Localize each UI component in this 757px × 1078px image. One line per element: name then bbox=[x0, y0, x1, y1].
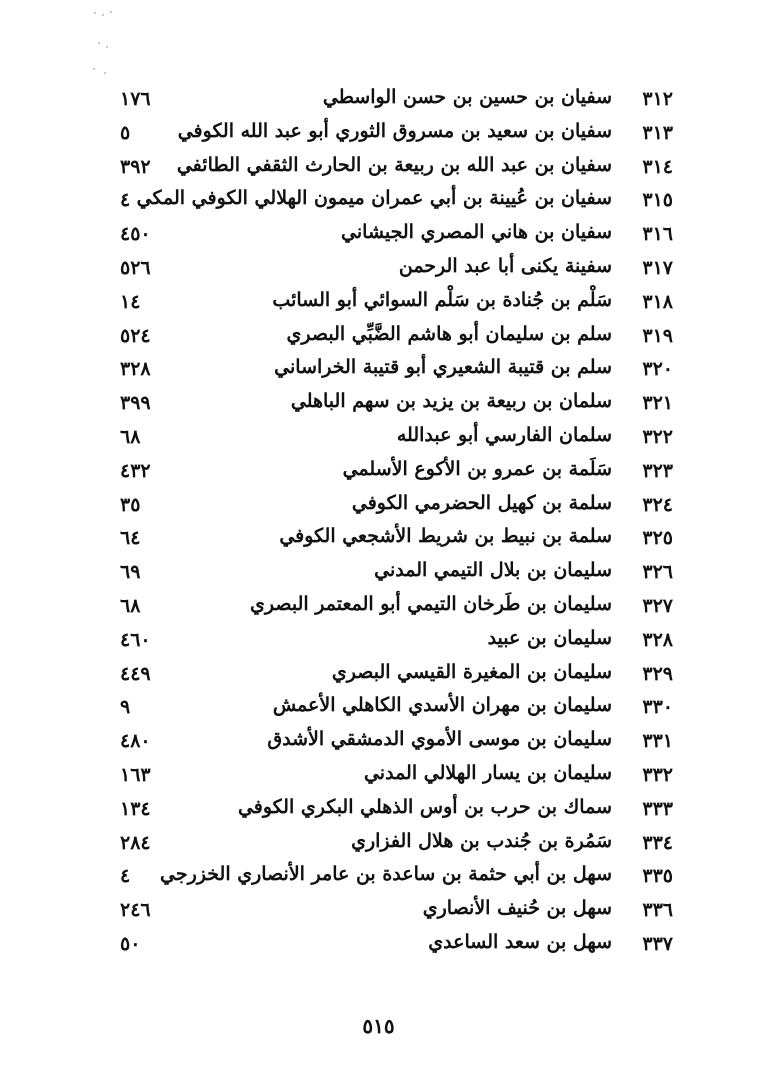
entry-name: سَلَمة بن عمرو بن الأكوع الأسلمي bbox=[342, 457, 612, 480]
entry-page-ref: ١٤ bbox=[120, 290, 141, 313]
entry-page-ref: ٣٢٨ bbox=[120, 358, 151, 381]
entry-page-ref: ٤٥٠ bbox=[120, 223, 151, 246]
entry-page-ref: ٣٩٢ bbox=[120, 155, 151, 178]
entry-number: ٣٢٦ bbox=[642, 561, 673, 584]
entry-name: سفيان بن سعيد بن مسروق الثوري أبو عبد الله الكوفي bbox=[177, 119, 612, 142]
entry-page-ref: ٣٩٩ bbox=[120, 392, 151, 415]
entry-number: ٣١٩ bbox=[642, 324, 673, 347]
entry-number: ٣٢٥ bbox=[642, 527, 673, 550]
entry-page-ref: ٦٨ bbox=[120, 594, 141, 617]
entry-number: ٣٢٤ bbox=[642, 493, 673, 516]
index-entry bbox=[0, 794, 757, 828]
entry-name: سهل بن حُنيف الأنصاري bbox=[422, 897, 612, 920]
entry-name: سلم بن سليمان أبو هاشم الضَّبِّي البصري bbox=[286, 322, 612, 345]
entry-number: ٣٣٦ bbox=[642, 899, 673, 922]
entry-number: ٣١٥ bbox=[642, 189, 673, 212]
index-entry bbox=[0, 591, 757, 625]
entry-page-ref: ١٣٤ bbox=[120, 797, 151, 820]
entry-number: ٣٣٧ bbox=[642, 932, 673, 955]
entry-name: سليمان بن مهران الأسدي الكاهلي الأعمش bbox=[272, 694, 612, 717]
page-number: ٥١٥ bbox=[362, 1014, 395, 1038]
scan-artifact bbox=[90, 10, 120, 80]
entry-page-ref: ٦٨ bbox=[120, 425, 141, 448]
entry-number: ٣٢٠ bbox=[642, 358, 673, 381]
entry-name: سليمان بن بلال التيمي المدني bbox=[374, 559, 612, 582]
entry-number: ٣٣١ bbox=[642, 730, 673, 753]
index-entry bbox=[0, 354, 757, 388]
entry-name: سلمة بن نبيط بن شريط الأشجعي الكوفي bbox=[279, 525, 612, 548]
entry-number: ٣١٦ bbox=[642, 223, 673, 246]
entry-page-ref: ٣٥ bbox=[120, 493, 141, 516]
entry-number: ٣١٣ bbox=[642, 121, 673, 144]
entry-number: ٣٢٣ bbox=[642, 459, 673, 482]
index-entry bbox=[0, 388, 757, 422]
index-entry bbox=[0, 287, 757, 321]
entry-page-ref: ٥ bbox=[120, 121, 131, 144]
entry-page-ref: ٥٢٦ bbox=[120, 256, 151, 279]
entry-name: سماك بن حرب بن أوس الذهلي البكري الكوفي bbox=[237, 795, 612, 818]
index-entry bbox=[0, 523, 757, 557]
entry-number: ٣٢٩ bbox=[642, 662, 673, 685]
entry-name: سفيان بن حسين بن حسن الواسطي bbox=[322, 86, 612, 108]
entry-name: سَلْم بن جُنادة بن سَلْم السوائي أبو السائب bbox=[272, 288, 612, 311]
index-entry bbox=[0, 84, 757, 118]
entry-name: سفينة يكنى أبا عبد الرحمن bbox=[398, 254, 612, 277]
index-entry bbox=[0, 625, 757, 659]
entry-name: سفيان بن هاني المصري الجيشاني bbox=[341, 221, 612, 244]
entry-name: سلم بن قتيبة الشعيري أبو قتيبة الخراساني bbox=[274, 356, 612, 379]
index-entry bbox=[0, 321, 757, 355]
index-entry bbox=[0, 490, 757, 524]
index-entry bbox=[0, 929, 757, 963]
entry-name: سليمان بن يسار الهلالي المدني bbox=[363, 761, 612, 784]
entry-number: ٣٣٠ bbox=[642, 696, 673, 719]
index-entry bbox=[0, 692, 757, 726]
entry-number: ٣٣٥ bbox=[642, 865, 673, 888]
entry-page-ref: ٤ bbox=[120, 189, 131, 212]
entry-page-ref: ٤٣٢ bbox=[120, 459, 151, 482]
entry-name: سليمان بن موسى الأموي الدمشقي الأشدق bbox=[267, 728, 612, 751]
entry-number: ٣١٧ bbox=[642, 256, 673, 279]
entry-name: سفيان بن عُيينة بن أبي عمران ميمون الهلالي الكوفي المكي bbox=[136, 187, 612, 210]
entry-page-ref: ٥٠ bbox=[120, 932, 141, 955]
index-entry bbox=[0, 895, 757, 929]
index-entry bbox=[0, 760, 757, 794]
entry-name: سفيان بن عبد الله بن ربيعة بن الحارث الثقفي الطائفي bbox=[176, 153, 612, 176]
entry-name: سَمُرة بن جُندب بن هلال الفزاري bbox=[351, 829, 612, 852]
entry-number: ٣٢٨ bbox=[642, 628, 673, 651]
entry-name: سهل بن سعد الساعدي bbox=[428, 930, 612, 953]
index-entry bbox=[0, 659, 757, 693]
entry-page-ref: ١٧٦ bbox=[120, 88, 151, 110]
entry-name: سلمان الفارسي أبو عبدالله bbox=[396, 423, 612, 446]
index-entry bbox=[0, 828, 757, 862]
entry-page-ref: ٤٨٠ bbox=[120, 730, 151, 753]
entry-name: سلمان بن ربيعة بن يزيد بن سهم الباهلي bbox=[290, 390, 612, 413]
entry-page-ref: ٤٤٩ bbox=[120, 662, 151, 685]
entry-page-ref: ٢٤٦ bbox=[120, 899, 151, 922]
index-list bbox=[0, 84, 757, 963]
index-entry bbox=[0, 422, 757, 456]
index-entry bbox=[0, 152, 757, 186]
index-entry bbox=[0, 726, 757, 760]
index-entry bbox=[0, 253, 757, 287]
entry-page-ref: ٩ bbox=[120, 696, 131, 719]
entry-name: سليمان بن عبيد bbox=[487, 626, 612, 649]
entry-number: ٣١٨ bbox=[642, 290, 673, 313]
entry-page-ref: ٢٨٤ bbox=[120, 831, 151, 854]
entry-page-ref: ١٦٣ bbox=[120, 763, 151, 786]
index-entry bbox=[0, 861, 757, 895]
entry-number: ٣٢١ bbox=[642, 392, 673, 415]
entry-page-ref: ٦٩ bbox=[120, 561, 141, 584]
entry-page-ref: ٤٦٠ bbox=[120, 628, 151, 651]
entry-name: سهل بن أبي حثمة بن ساعدة بن عامر الأنصاري الخزرجي bbox=[160, 863, 612, 886]
entry-number: ٣١٢ bbox=[642, 88, 673, 110]
index-entry bbox=[0, 185, 757, 219]
entry-name: سليمان بن طَرخان التيمي أبو المعتمر البصري bbox=[250, 592, 612, 615]
index-entry bbox=[0, 557, 757, 591]
entry-number: ٣١٤ bbox=[642, 155, 673, 178]
index-entry bbox=[0, 456, 757, 490]
entry-number: ٣٣٢ bbox=[642, 763, 673, 786]
index-entry bbox=[0, 118, 757, 152]
entry-number: ٣٢٧ bbox=[642, 594, 673, 617]
entry-number: ٣٣٤ bbox=[642, 831, 673, 854]
entry-number: ٣٢٢ bbox=[642, 425, 673, 448]
entry-name: سليمان بن المغيرة القيسي البصري bbox=[331, 660, 612, 683]
entry-page-ref: ٦٤ bbox=[120, 527, 141, 550]
index-entry bbox=[0, 219, 757, 253]
entry-number: ٣٣٣ bbox=[642, 797, 673, 820]
entry-page-ref: ٥٢٤ bbox=[120, 324, 151, 347]
entry-name: سلمة بن كهيل الحضرمي الكوفي bbox=[351, 491, 612, 514]
entry-page-ref: ٤ bbox=[120, 865, 131, 888]
